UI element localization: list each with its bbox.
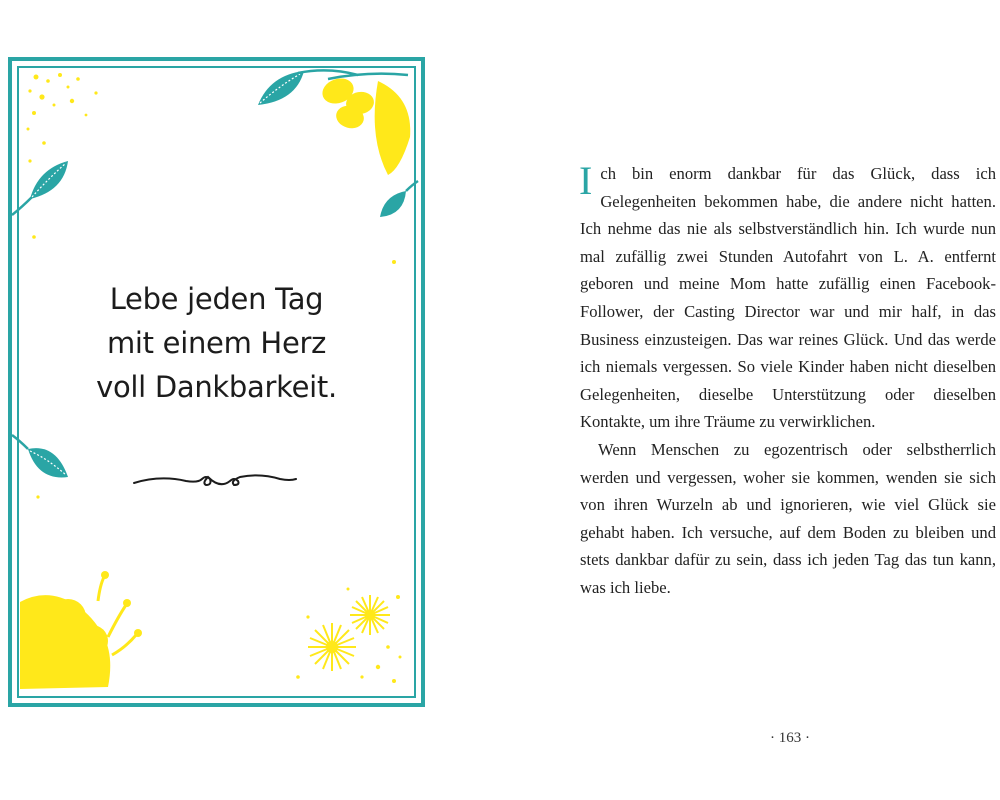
quote-line-1: Lebe jeden Tag	[109, 282, 324, 316]
quote-line-2: mit einem Herz	[106, 326, 327, 360]
paragraph-2: Wenn Menschen zu egozentrisch oder selbstherrlich werden und vergessen, woher sie kommen, wenden sie sich von ihren Wurzeln ab und ignorieren, wie viel Glück sie gehabt haben. Ich versuche, auf dem Boden zu bleiben und stets dankbar dafür zu sein, dass ich jeden Tag das tun kann, was ich liebe.	[580, 439, 996, 597]
flourish-divider-icon	[130, 469, 300, 495]
page-number: · 163 ·	[770, 730, 810, 746]
quote-line-3: voll Dankbarkeit.	[96, 370, 337, 404]
paragraph-1	[580, 160, 996, 436]
body-text	[580, 160, 996, 602]
quote-text	[48, 277, 385, 409]
drop-cap: I	[579, 158, 593, 203]
quote-card	[8, 57, 425, 707]
paragraph-1-text: ch bin enorm dankbar für das Glück, dass ich Gelegenheiten bekommen habe, die andere nicht hatten. Ich nehme das nie als selbstverständlich hin. Ich wurde nun mal zufällig zwei Stunden Autofahrt von L. A. entfernt geboren und meine Mom hatte zufällig einen Facebook-Follower, der Casting Director war und mir half, in das Business einzusteigen. Das war reines Glück. Und das werde ich niemals vergessen. So viele Kinder haben nicht dieselben Gelegenheiten, dieselbe Unterstützung oder dieselben Kontakte, um ihre Träume zu verwirklichen.	[580, 164, 996, 432]
